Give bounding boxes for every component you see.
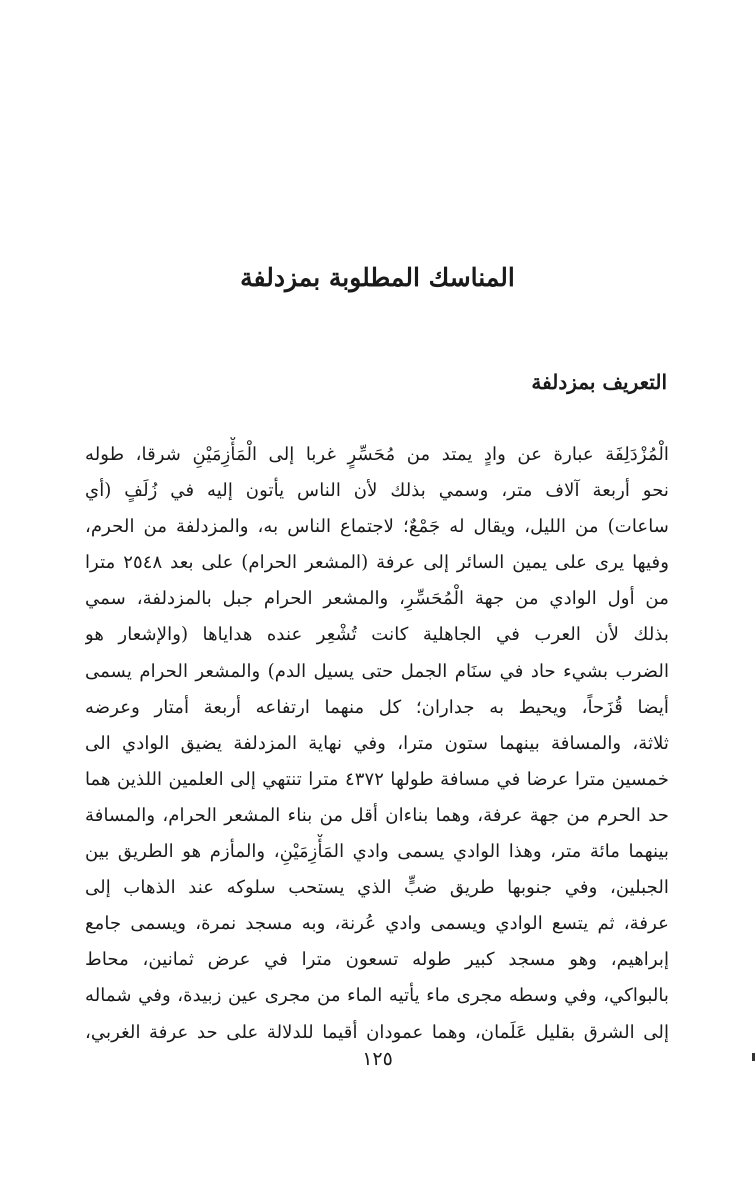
paragraph-line: أيضا قُزَحاً، ويحيط به جداران؛ كل منهما ارتفاعه أربعة أمتار وعرضه [85,696,669,718]
chapter-title: المناسك المطلوبة بمزدلفة [240,263,515,292]
body-paragraph [85,437,669,1051]
paragraph-line: بالبواكي، وفي وسطه مجرى ماء يأتيه الماء من مجرى عين زبيدة، وفي شماله [85,985,669,1007]
page-number: ١٢٥ [362,1048,393,1070]
paragraph-line: الضرب بشيء حاد في سنَام الجمل حتى يسيل الدم) والمشعر الحرام يسمى [85,660,669,682]
paragraph-line: ثلاثة، والمسافة بينهما ستون مترا، وفي نهاية المزدلفة يضيق الوادي الى [85,732,669,754]
paragraph-line: ساعات) من الليل، ويقال له جَمْعٌ؛ لاجتماع الناس به، والمزدلفة من الحرم، [85,516,669,538]
paragraph-line: وفيها يرى على يمين السائر إلى عرفة (المشعر الحرام) على بعد ٢٥٤٨ مترا [85,552,669,574]
paragraph-line: إلى الشرق بقليل عَلَمان، وهما عمودان أقيما للدلالة على حد عرفة الغربي، [85,1021,669,1043]
paragraph-line: بينهما مائة متر، وهذا الوادي يسمى وادي المَأْزِمَيْنِ، والمأزم هو الطريق بين [85,841,669,863]
paragraph-line: بذلك لأن العرب في الجاهلية كانت تُشْعِر عنده هداياها (والإشعار هو [85,624,669,646]
paragraph-line: من أول الوادي من جهة الْمُحَسِّرِ، والمشعر الحرام جبل بالمزدلفة، سمي [85,588,669,610]
paragraph-line: خمسين مترا عرضا في مسافة طولها ٤٣٧٢ مترا تنتهي إلى العلمين اللذين هما [85,768,669,790]
paragraph-line: إبراهيم، وهو مسجد كبير طوله تسعون مترا في عرض ثمانين، محاط [85,949,669,971]
paragraph-line: عرفة، ثم يتسع الوادي ويسمى وادي عُرنة، وبه مسجد نمرة، ويسمى جامع [85,913,669,935]
section-heading: التعريف بمزدلفة [531,370,667,394]
paragraph-line: حد الحرم من جهة عرفة، وهما بناءان أقل من بناء المشعر الحرام، والمسافة [85,804,669,826]
paragraph-line: الْمُزْدَلِفَة عبارة عن وادٍ يمتد من مُحَسِّرٍ غربا إلى الْمَأْزِمَيْنِ شرقا، طوله [85,444,669,465]
paragraph-line: نحو أربعة آلاف متر، وسمي بذلك لأن الناس يأتون إليه في زُلَفٍ (أي [85,480,669,502]
paragraph-line: الجبلين، وفي جنوبها طريق ضبٍّ الذي يستحب سلوكه عند الذهاب إلى [85,877,669,899]
